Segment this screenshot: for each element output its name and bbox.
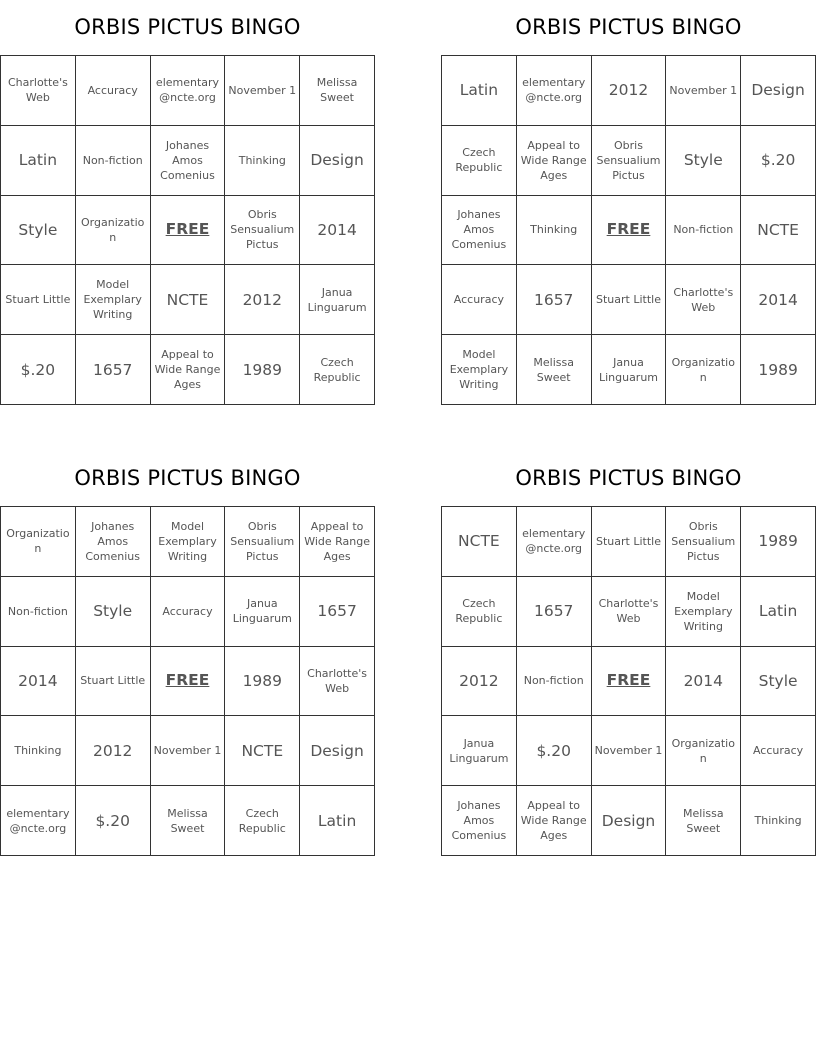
card-title: ORBIS PICTUS BINGO: [515, 15, 742, 39]
bingo-cell: Johanes Amos Comenius: [76, 507, 151, 577]
bingo-cell: 1657: [300, 577, 375, 647]
bingo-cell: Accuracy: [442, 265, 517, 335]
bingo-cell: Stuart Little: [592, 265, 667, 335]
bingo-cell: 2012: [225, 265, 300, 335]
bingo-cell: Czech Republic: [300, 335, 375, 405]
bingo-cell: 2012: [592, 56, 667, 126]
bingo-cell: Design: [300, 126, 375, 196]
bingo-cell: 2012: [442, 647, 517, 717]
bingo-cell: 2012: [76, 716, 151, 786]
bingo-cell: November 1: [592, 716, 667, 786]
bingo-cell: Johanes Amos Comenius: [151, 126, 226, 196]
bingo-cell: Non-fiction: [1, 577, 76, 647]
bingo-cell: Latin: [442, 56, 517, 126]
bingo-cell: Appeal to Wide Range Ages: [517, 786, 592, 856]
bingo-grid: [441, 506, 816, 856]
bingo-cell: Non-fiction: [517, 647, 592, 717]
bingo-cell: Melissa Sweet: [666, 786, 741, 856]
bingo-cell: Thinking: [1, 716, 76, 786]
bingo-cell: 1989: [225, 647, 300, 717]
bingo-cell: Design: [300, 716, 375, 786]
bingo-cell: Non-fiction: [666, 196, 741, 266]
bingo-grid: [441, 55, 816, 405]
bingo-cell: Melissa Sweet: [300, 56, 375, 126]
free-space: FREE: [151, 647, 226, 717]
bingo-cell: elementary@ncte.org: [517, 56, 592, 126]
bingo-cell: Czech Republic: [442, 126, 517, 196]
bingo-cell: Charlotte's Web: [1, 56, 76, 126]
bingo-cell: NCTE: [151, 265, 226, 335]
bingo-cell: 1989: [741, 335, 816, 405]
bingo-cell: Model Exemplary Writing: [76, 265, 151, 335]
bingo-cell: Style: [76, 577, 151, 647]
bingo-cell: $.20: [517, 716, 592, 786]
bingo-cell: Charlotte's Web: [666, 265, 741, 335]
bingo-cell: NCTE: [225, 716, 300, 786]
free-space: FREE: [592, 647, 667, 717]
bingo-cell: 2014: [1, 647, 76, 717]
bingo-cell: Accuracy: [741, 716, 816, 786]
bingo-cell: November 1: [666, 56, 741, 126]
bingo-cell: Organization: [1, 507, 76, 577]
bingo-cell: Design: [592, 786, 667, 856]
bingo-cell: Design: [741, 56, 816, 126]
bingo-cell: Non-fiction: [76, 126, 151, 196]
bingo-cell: Johanes Amos Comenius: [442, 786, 517, 856]
bingo-cell: elementary@ncte.org: [1, 786, 76, 856]
bingo-cell: Organization: [666, 716, 741, 786]
bingo-cell: Model Exemplary Writing: [666, 577, 741, 647]
bingo-cell: Style: [741, 647, 816, 717]
bingo-cell: Latin: [1, 126, 76, 196]
bingo-cell: Czech Republic: [225, 786, 300, 856]
card-title: ORBIS PICTUS BINGO: [515, 466, 742, 490]
bingo-cell: November 1: [151, 716, 226, 786]
bingo-cell: 2014: [741, 265, 816, 335]
bingo-cell: Janua Linguarum: [300, 265, 375, 335]
bingo-cell: Accuracy: [76, 56, 151, 126]
bingo-cell: elementary@ncte.org: [517, 507, 592, 577]
bingo-cell: Appeal to Wide Range Ages: [517, 126, 592, 196]
free-space: FREE: [592, 196, 667, 266]
bingo-cell: elementary@ncte.org: [151, 56, 226, 126]
bingo-cell: 2014: [300, 196, 375, 266]
bingo-cell: Janua Linguarum: [592, 335, 667, 405]
bingo-cell: Johanes Amos Comenius: [442, 196, 517, 266]
bingo-cell: Stuart Little: [1, 265, 76, 335]
bingo-cell: November 1: [225, 56, 300, 126]
bingo-cell: Organization: [666, 335, 741, 405]
bingo-cell: Thinking: [517, 196, 592, 266]
bingo-cell: Latin: [741, 577, 816, 647]
bingo-cell: Thinking: [225, 126, 300, 196]
bingo-cell: Melissa Sweet: [517, 335, 592, 405]
free-space: FREE: [151, 196, 226, 266]
bingo-cell: Charlotte's Web: [300, 647, 375, 717]
bingo-cell: Style: [1, 196, 76, 266]
bingo-cell: 1657: [76, 335, 151, 405]
bingo-cell: Style: [666, 126, 741, 196]
bingo-cell: Janua Linguarum: [225, 577, 300, 647]
bingo-cell: NCTE: [442, 507, 517, 577]
bingo-cell: $.20: [76, 786, 151, 856]
bingo-cell: 1989: [225, 335, 300, 405]
bingo-cell: Organization: [76, 196, 151, 266]
bingo-cell: Janua Linguarum: [442, 716, 517, 786]
bingo-cell: Appeal to Wide Range Ages: [151, 335, 226, 405]
bingo-cell: Stuart Little: [592, 507, 667, 577]
bingo-cell: Obris Sensualium Pictus: [225, 507, 300, 577]
bingo-cell: Appeal to Wide Range Ages: [300, 507, 375, 577]
card-title: ORBIS PICTUS BINGO: [74, 466, 301, 490]
bingo-cell: $.20: [1, 335, 76, 405]
bingo-cell: Obris Sensualium Pictus: [225, 196, 300, 266]
bingo-cell: Stuart Little: [76, 647, 151, 717]
bingo-cell: 1657: [517, 265, 592, 335]
bingo-cell: Melissa Sweet: [151, 786, 226, 856]
bingo-cell: Czech Republic: [442, 577, 517, 647]
bingo-cell: 2014: [666, 647, 741, 717]
bingo-grid: [0, 55, 375, 405]
bingo-cell: Obris Sensualium Pictus: [666, 507, 741, 577]
bingo-cell: 1657: [517, 577, 592, 647]
bingo-cell: Accuracy: [151, 577, 226, 647]
bingo-grid: [0, 506, 375, 856]
bingo-cell: Charlotte's Web: [592, 577, 667, 647]
bingo-cell: Obris Sensualium Pictus: [592, 126, 667, 196]
bingo-cell: $.20: [741, 126, 816, 196]
card-title: ORBIS PICTUS BINGO: [74, 15, 301, 39]
bingo-cell: Model Exemplary Writing: [442, 335, 517, 405]
bingo-cell: NCTE: [741, 196, 816, 266]
bingo-cell: 1989: [741, 507, 816, 577]
bingo-cell: Latin: [300, 786, 375, 856]
bingo-cell: Thinking: [741, 786, 816, 856]
bingo-cell: Model Exemplary Writing: [151, 507, 226, 577]
